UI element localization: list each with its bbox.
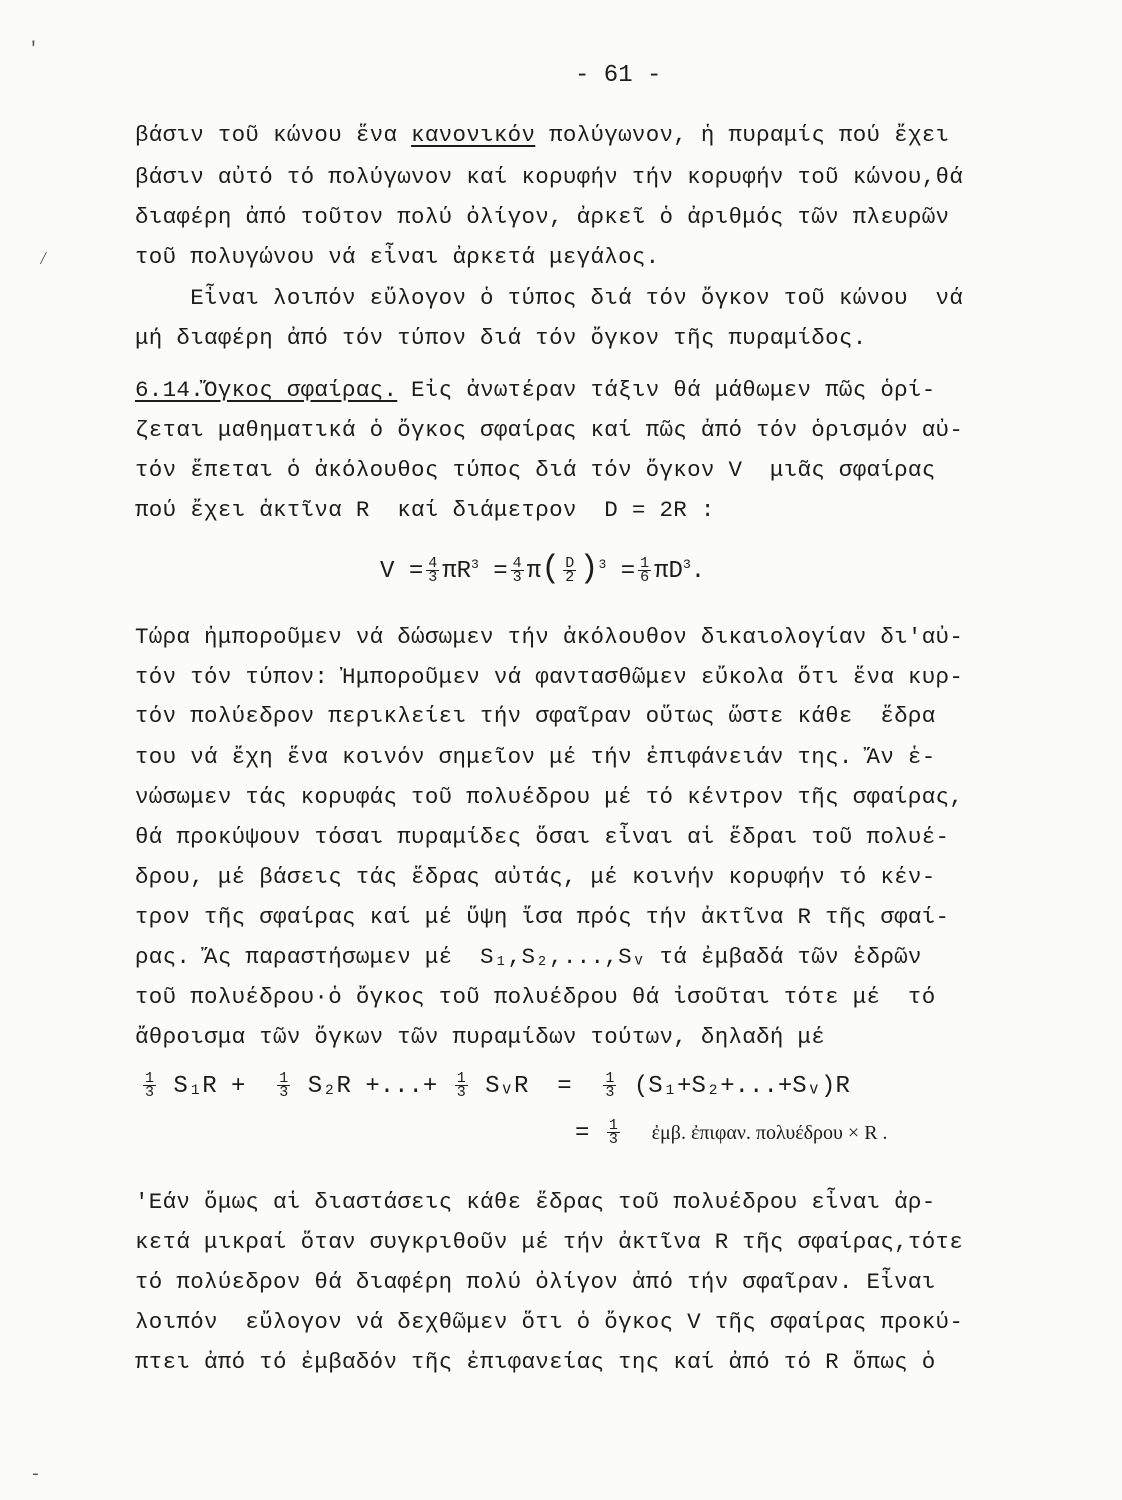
fraction-denominator: 3 <box>145 1084 155 1102</box>
text-segment: Εἰς ἀνωτέραν τάξιν θά μάθωμεν πῶς ὁρί- <box>397 377 936 403</box>
fraction <box>607 1117 620 1149</box>
fraction-denominator: 2 <box>565 569 575 587</box>
formula-term: π <box>526 558 542 585</box>
fraction-numerator: 1 <box>605 1070 615 1088</box>
fraction-numerator: 1 <box>608 1117 618 1135</box>
formula-operator: + <box>231 1073 246 1100</box>
fraction-numerator: 1 <box>640 555 650 573</box>
fraction <box>563 555 576 587</box>
text-line: πού ἔχει ἀκτῖνα R καί διάμετρον D = 2R : <box>135 497 715 523</box>
fraction <box>455 1070 468 1102</box>
fraction <box>277 1070 290 1102</box>
text-line: τόν πολύεδρον περικλείει τήν σφαῖραν οὕτως ὥστε κάθε ἕδρα <box>135 703 936 729</box>
fraction <box>143 1070 156 1102</box>
fraction-numerator: 4 <box>428 555 438 573</box>
text-line <box>135 120 949 150</box>
text-line: τοῦ πολυγώνου νά εἶναι ἀρκετά μεγάλος. <box>135 244 660 270</box>
margin-mark: ' <box>28 40 39 60</box>
fraction-denominator: 3 <box>279 1084 289 1102</box>
formula-paren: ( <box>541 550 561 587</box>
formula-surface-area <box>575 1116 888 1151</box>
fraction-denominator: 3 <box>605 1084 615 1102</box>
fraction-denominator: 6 <box>640 569 650 587</box>
fraction <box>511 555 524 587</box>
text-line: κετά μικραί ὅταν συγκριθοῦν μέ τήν ἀκτῖνα R τῆς σφαίρας,τότε <box>135 1229 964 1255</box>
text-line: ἄθροισμα τῶν ὄγκων τῶν πυραμίδων τούτων, δηλαδή μέ <box>135 1024 826 1050</box>
formula-term: (S₁+S₂+...+Sᵥ)R <box>633 1073 850 1100</box>
fraction-numerator: 4 <box>512 555 522 573</box>
fraction <box>603 1070 616 1102</box>
text-line: του νά ἔχη ἕνα κοινόν σημεῖον μέ τήν ἐπιφάνειάν της. Ἄν ἑ- <box>135 744 936 770</box>
formula-operator: = <box>620 558 636 585</box>
text-line: τοῦ πολυέδρου·ὁ ὄγκος τοῦ πολυέδρου θά ἰσοῦται τότε μέ τό <box>135 984 936 1010</box>
text-line: ζεται μαθηματικά ὁ ὄγκος σφαίρας καί πῶς ἀπό τόν ὁρισμόν αὐ- <box>135 417 964 443</box>
fraction-numerator: 1 <box>145 1070 155 1088</box>
text-line: τό πολύεδρον θά διαφέρη πολύ ὀλίγον ἀπό τήν σφαῖραν. Εἶναι <box>135 1269 936 1295</box>
formula-term: S₂R <box>307 1073 351 1100</box>
text-line: τόν τόν τύπον: Ἠμποροῦμεν νά φαντασθῶμεν εὔκολα ὅτι ἕνα κυρ- <box>135 664 964 690</box>
section-number: 6.14. <box>135 377 205 403</box>
text-line: ρας. Ἄς παραστήσωμεν μέ S₁,S₂,...,Sᵥ τά ἐμβαδά τῶν ἑδρῶν <box>135 944 922 970</box>
text-line: Τώρα ἠμποροῦμεν νά δώσωμεν τήν ἀκόλουθον δικαιολογίαν δι'αὐ- <box>135 624 964 650</box>
section-heading-line <box>135 375 936 405</box>
fraction-denominator: 3 <box>428 569 438 587</box>
exponent: 3 <box>598 557 607 572</box>
fraction-numerator: D <box>565 555 575 573</box>
text-line: 'Εάν ὅμως αἱ διαστάσεις κάθε ἕδρας τοῦ πολυέδρου εἶναι ἀρ- <box>135 1189 936 1215</box>
text-line: διαφέρη ἀπό τοῦτον πολύ ὀλίγον, ἀρκεῖ ὁ ἀριθμός τῶν πλευρῶν <box>135 204 950 230</box>
formula-symbol: V <box>380 558 395 585</box>
formula-operator: = <box>557 1073 572 1100</box>
formula-operator: = <box>493 558 508 585</box>
fraction-numerator: 1 <box>279 1070 289 1088</box>
section-title: Ὄγκος σφαίρας. <box>204 377 398 403</box>
fraction-denominator: 3 <box>608 1131 618 1149</box>
text-line: μή διαφέρη ἀπό τόν τύπον διά τόν ὄγκον τῆς πυραμίδος. <box>135 325 867 351</box>
formula-volume-sum <box>140 1070 850 1104</box>
text-line: νώσωμεν τάς κορυφάς τοῦ πολυέδρου μέ τό κέντρον τῆς σφαίρας, <box>135 784 964 810</box>
formula-paren: ) <box>579 550 599 587</box>
formula-operator: = <box>575 1120 590 1147</box>
text-line: Εἶναι λοιπόν εὔλογον ὁ τύπος διά τόν ὄγκον τοῦ κώνου νά <box>135 285 964 311</box>
margin-mark: - <box>30 1465 41 1485</box>
formula-period: . <box>690 558 706 585</box>
margin-mark: ⁄ <box>38 250 49 270</box>
exponent: 3 <box>471 557 479 572</box>
exponent: 3 <box>682 557 691 572</box>
fraction-denominator: 3 <box>456 1084 466 1102</box>
text-line: θά προκύψουν τόσαι πυραμίδες ὅσαι εἶναι αἱ ἕδραι τοῦ πολυέ- <box>135 824 950 850</box>
formula-term: S₁R <box>173 1073 217 1100</box>
formula-operator: = <box>408 558 424 585</box>
text-line: τρον τῆς σφαίρας καί μέ ὕψη ἴσα πρός τήν ἀκτῖνα R τῆς σφαί- <box>135 904 950 930</box>
formula-term: ἐμβ. ἐπιφαν. πολυέδρου × R . <box>651 1122 888 1144</box>
formula-term: πD <box>654 558 683 585</box>
text-line: βάσιν αὐτό τό πολύγωνον καί κορυφήν τήν κορυφήν τοῦ κώνου,θά <box>135 164 964 190</box>
formula-operator: +...+ <box>365 1073 438 1100</box>
text-line: λοιπόν εὔλογον νά δεχθῶμεν ὅτι ὁ ὄγκος V τῆς σφαίρας προκύ- <box>135 1309 964 1335</box>
formula-term: πR <box>442 558 472 585</box>
fraction <box>638 555 651 587</box>
underlined-word: κανονικόν <box>411 122 536 148</box>
text-line: τόν ἕπεται ὁ ἀκόλουθος τύπος διά τόν ὄγκον V μιᾶς σφαίρας <box>135 457 936 483</box>
formula-sphere-volume <box>380 548 705 589</box>
fraction <box>426 555 439 587</box>
text-segment: βάσιν τοῦ κώνου ἕνα <box>135 122 412 148</box>
page-number: - 61 - <box>575 62 662 89</box>
text-segment: πολύγωνον, ἡ πυραμίς πού ἔχει <box>535 122 950 148</box>
text-line: δρου, μέ βάσεις τάς ἕδρας αὐτάς, μέ κοινήν κορυφήν τό κέν- <box>135 864 936 890</box>
fraction-numerator: 1 <box>456 1070 466 1088</box>
fraction-denominator: 3 <box>512 569 522 587</box>
text-line: πτει ἀπό τό ἐμβαδόν τῆς ἐπιφανείας της καί ἀπό τό R ὅπως ὁ <box>135 1349 936 1375</box>
formula-term: SᵥR <box>485 1073 529 1100</box>
